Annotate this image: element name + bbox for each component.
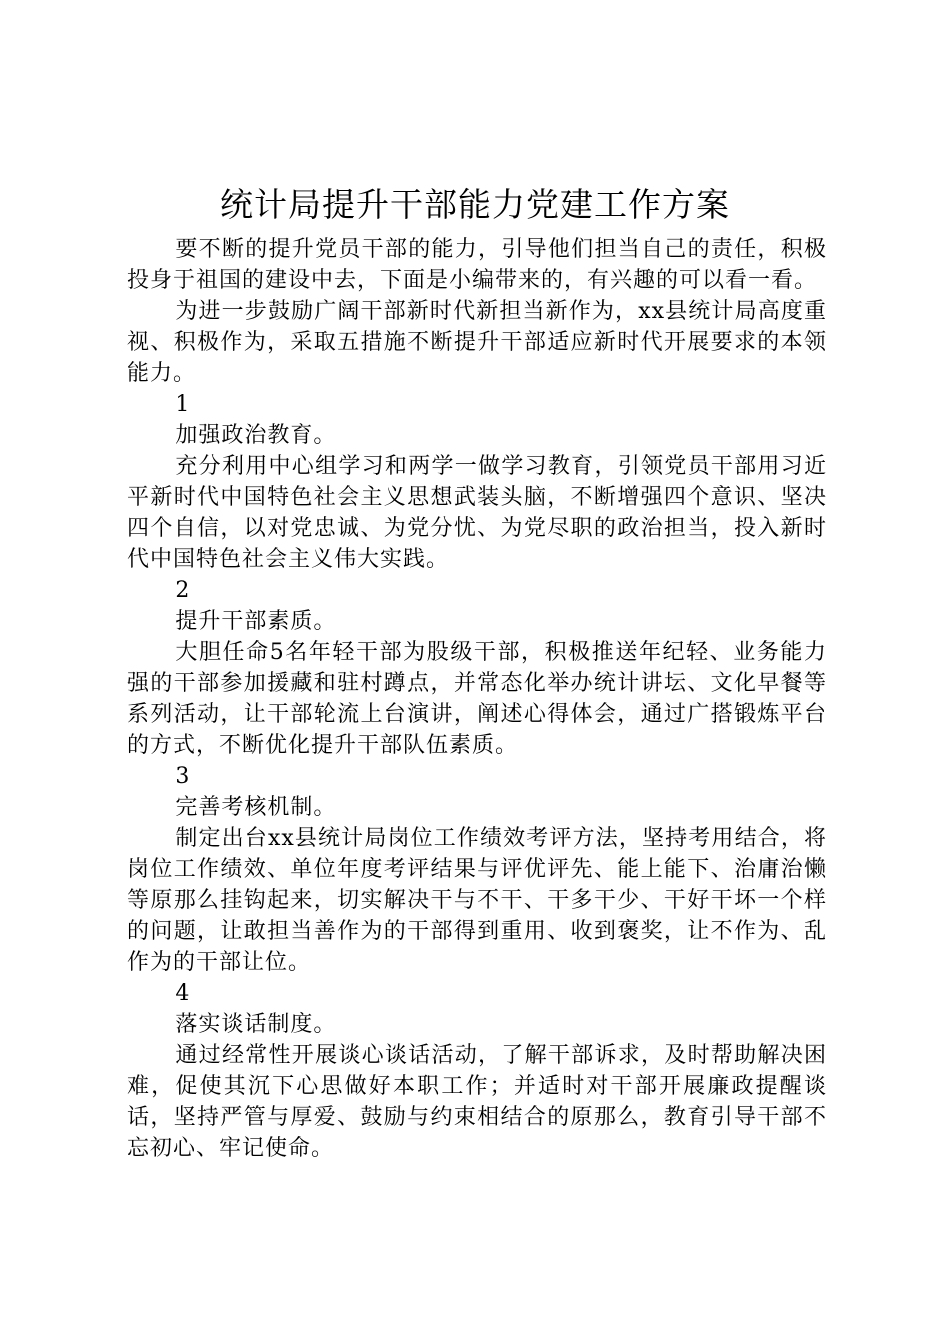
- section-paragraph: 制定出台xx县统计局岗位工作绩效考评方法，坚持考用结合，将岗位工作绩效、单位年度考评结果与评优评先、能上能下、治庸治懒等原那么挂钩起来，切实解决干与不干、干多干少、干好干坏一个样的问题，让敢担当善作为的干部得到重用、收到褒奖，让不作为、乱作为的干部让位。: [127, 826, 827, 975]
- document-title: 统计局提升干部能力党建工作方案: [220, 185, 730, 224]
- section-heading: 提升干部素质。: [175, 609, 337, 634]
- document-body: [127, 234, 827, 1164]
- section-paragraph: 充分利用中心组学习和两学一做学习教育，引领党员干部用习近平新时代中国特色社会主义思想武装头脑，不断增强四个意识、坚决四个自信，以对党忠诚、为党分忧、为党尽职的政治担当，投入新时代中国特色社会主义伟大实践。: [127, 454, 827, 572]
- section-heading: 加强政治教育。: [175, 423, 337, 448]
- section-paragraph: 大胆任命5名年轻干部为股级干部，积极推送年纪轻、业务能力强的干部参加援藏和驻村蹲点，并常态化举办统计讲坛、文化早餐等系列活动，让干部轮流上台演讲，阐述心得体会，通过广搭锻炼平台的方式，不断优化提升干部队伍素质。: [127, 640, 827, 758]
- section-heading: 完善考核机制。: [175, 795, 337, 820]
- section-number: 3: [175, 764, 191, 789]
- intro-paragraph: 要不断的提升党员干部的能力，引导他们担当自己的责任，积极投身于祖国的建设中去，下面是小编带来的，有兴趣的可以看一看。: [127, 237, 827, 293]
- section-number: 4: [175, 981, 191, 1006]
- section-paragraph: 通过经常性开展谈心谈话活动，了解干部诉求，及时帮助解决困难，促使其沉下心思做好本职工作；并适时对干部开展廉政提醒谈话，坚持严管与厚爱、鼓励与约束相结合的原那么，教育引导干部不忘初心、牢记使命。: [127, 1043, 827, 1161]
- section-heading: 落实谈话制度。: [175, 1012, 337, 1037]
- intro-paragraph: 为进一步鼓励广阔干部新时代新担当新作为，xx县统计局高度重视、积极作为，采取五措施不断提升干部适应新时代开展要求的本领能力。: [127, 299, 827, 386]
- section-number: 1: [175, 392, 191, 417]
- section-number: 2: [175, 578, 191, 603]
